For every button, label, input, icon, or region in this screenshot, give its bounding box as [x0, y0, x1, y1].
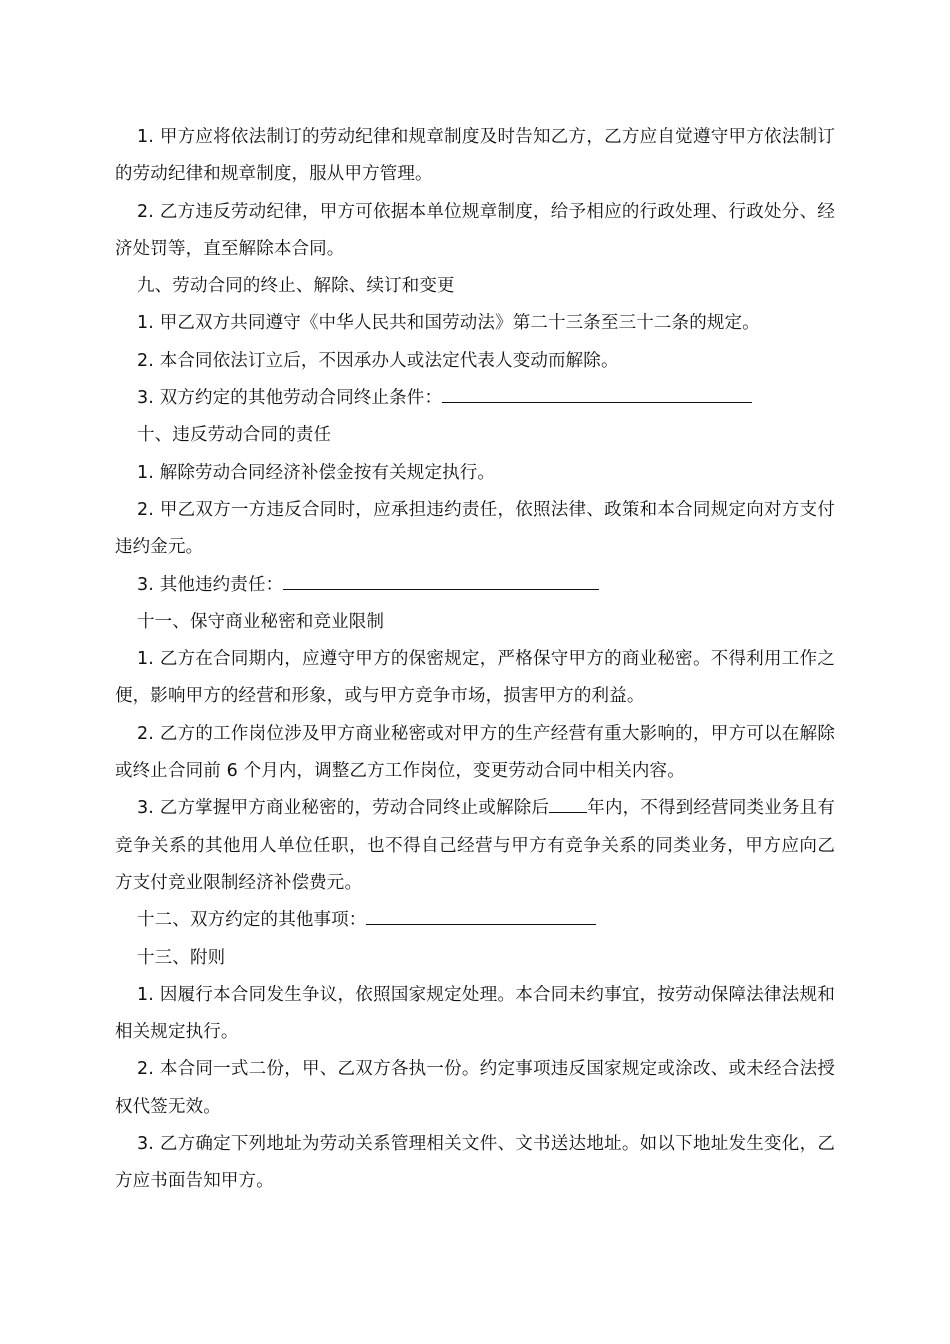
paragraph-nine-1: 1. 甲乙双方共同遵守《中华人民共和国劳动法》第二十三条至三十二条的规定。	[137, 313, 760, 334]
paragraph-discipline-2: 2. 乙方违反劳动纪律，甲方可依据本单位规章制度，给予相应的行政处理、行政处分、经济处罚等，直至解除本合同。	[115, 201, 835, 259]
paragraph-nine-2: 2. 本合同依法订立后，不因承办人或法定代表人变动而解除。	[137, 350, 619, 371]
other-liability-blank[interactable]	[283, 571, 599, 590]
paragraph-thirteen-2: 2. 本合同一式二份，甲、乙双方各执一份。约定事项违反国家规定或涂改、或未经合法授权代签无效。	[115, 1059, 835, 1117]
paragraph-discipline-1: 1. 甲方应将依法制订的劳动纪律和规章制度及时告知乙方，乙方应自觉遵守甲方依法制订的劳动纪律和规章制度，服从甲方管理。	[115, 127, 835, 185]
contract-body	[115, 119, 835, 1201]
other-matters-blank[interactable]	[366, 906, 596, 925]
section-heading-eleven: 十一、保守商业秘密和竞业限制	[137, 611, 385, 632]
paragraph-eleven-3	[115, 790, 835, 902]
paragraph-thirteen-3: 3. 乙方确定下列地址为劳动关系管理相关文件、文书送达地址。如以下地址发生变化，乙方应书面告知甲方。	[115, 1134, 835, 1192]
paragraph-ten-1: 1. 解除劳动合同经济补偿金按有关规定执行。	[137, 462, 496, 483]
paragraph-eleven-3-after: 年内，不得到经营同类业务且有竞争关系的其他用人单位任职，也不得自己经营与甲方有竞争关系的同类业务，甲方应向乙方支付竞业限制经济补偿费元。	[115, 798, 835, 893]
paragraph-nine-3-text: 3. 双方约定的其他劳动合同终止条件：	[137, 388, 443, 409]
section-heading-thirteen: 十三、附则	[137, 947, 226, 968]
paragraph-nine-3	[115, 380, 835, 417]
paragraph-ten-3	[115, 567, 835, 604]
paragraph-eleven-3-before: 3. 乙方掌握甲方商业秘密的，劳动合同终止或解除后	[137, 798, 550, 819]
years-blank[interactable]	[549, 794, 587, 813]
paragraph-eleven-2: 2. 乙方的工作岗位涉及甲方商业秘密或对甲方的生产经营有重大影响的，甲方可以在解除或终止合同前 6 个月内，调整乙方工作岗位，变更劳动合同中相关内容。	[115, 723, 835, 782]
section-heading-ten: 十、违反劳动合同的责任	[137, 425, 332, 446]
section-heading-nine: 九、劳动合同的终止、解除、续订和变更	[137, 276, 455, 297]
paragraph-ten-2: 2. 甲乙双方一方违反合同时，应承担违约责任，依照法律、政策和本合同规定向对方支付违约金元。	[115, 499, 835, 558]
section-twelve-text: 十二、双方约定的其他事项：	[137, 910, 367, 931]
paragraph-ten-3-text: 3. 其他违约责任：	[137, 574, 284, 595]
section-heading-twelve	[115, 902, 835, 939]
termination-conditions-blank[interactable]	[442, 384, 752, 403]
paragraph-eleven-1: 1. 乙方在合同期内，应遵守甲方的保密规定，严格保守甲方的商业秘密。不得利用工作之便，影响甲方的经营和形象，或与甲方竞争市场，损害甲方的利益。	[115, 649, 835, 707]
paragraph-thirteen-1: 1. 因履行本合同发生争议，依照国家规定处理。本合同未约事宜，按劳动保障法律法规和相关规定执行。	[115, 984, 835, 1043]
